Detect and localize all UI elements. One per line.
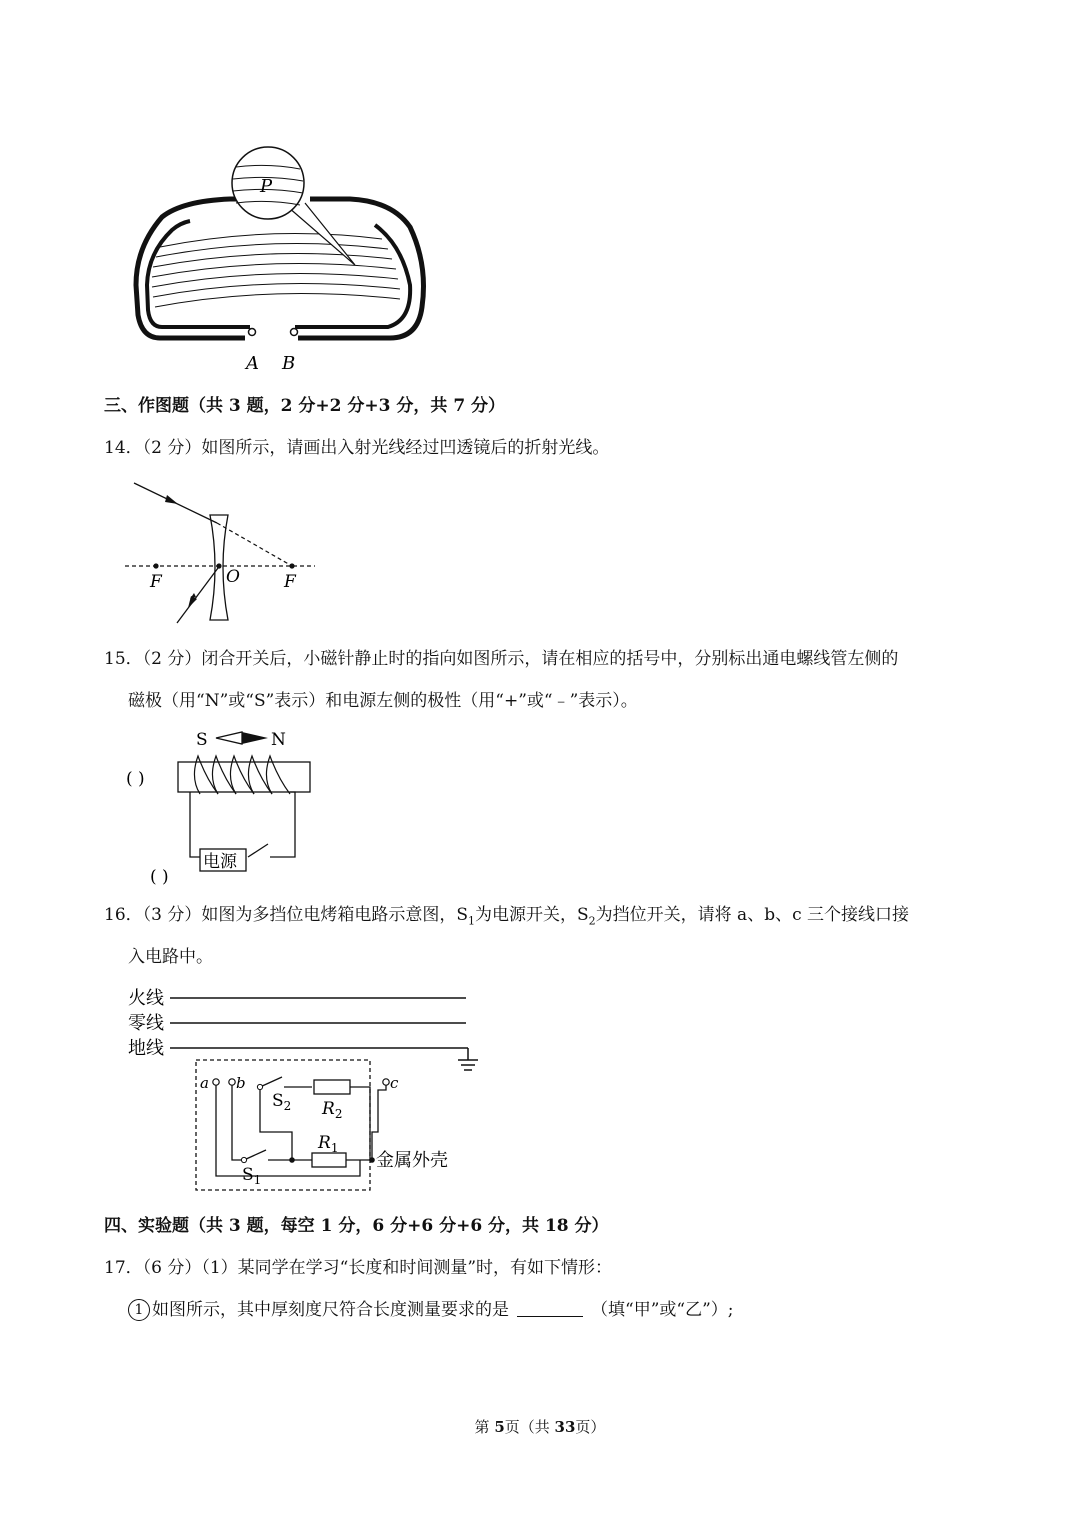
bracket-solenoid-pole[interactable]: ( )	[126, 769, 145, 789]
label-o: O	[226, 567, 240, 587]
figure-16-oven-circuit	[120, 982, 490, 1197]
label-r2: $R_2$	[322, 1099, 343, 1121]
answer-blank[interactable]	[517, 1300, 583, 1317]
circled-number: 1	[128, 1299, 150, 1321]
label-b: B	[282, 353, 296, 374]
label-s1: $S_1$	[242, 1165, 262, 1187]
label-c: c	[390, 1074, 399, 1092]
question-16-line2: 入电路中。	[128, 947, 213, 967]
question-16-line1: 16．（3 分）如图为多挡位电烤箱电路示意图，$S_1$为电源开关，$S_2$为挡位开关，请将 a、b、c 三个接线口接	[104, 905, 910, 928]
section-4-heading: 四、实验题（共 3 题，每空 1 分，6 分+6 分+6 分，共 18 分）	[104, 1216, 609, 1236]
bracket-power-pole[interactable]: ( )	[150, 867, 169, 887]
label-a: a	[200, 1074, 209, 1092]
label-b: b	[236, 1074, 246, 1092]
label-s: S	[196, 730, 208, 750]
label-n: N	[271, 730, 286, 750]
label-metal-shell: 金属外壳	[376, 1150, 448, 1171]
label-f-right: F	[284, 572, 296, 592]
label-live-wire: 火线	[128, 988, 164, 1009]
label-r1: $R_1$	[318, 1133, 339, 1155]
label-p: P	[260, 176, 273, 197]
figure-15-solenoid	[120, 722, 330, 887]
question-14-text: 14．（2 分）如图所示，请画出入射光线经过凹透镜后的折射光线。	[104, 438, 610, 458]
section-3-heading: 三、作图题（共 3 题，2 分+2 分+3 分，共 7 分）	[104, 396, 506, 416]
label-s2: $S_2$	[272, 1091, 292, 1113]
label-neutral-wire: 零线	[128, 1013, 164, 1034]
label-ground-wire: 地线	[128, 1038, 164, 1059]
label-power: 电源	[203, 852, 237, 872]
question-17-line1: 17．（6 分）（1）某同学在学习“长度和时间测量”时，有如下情形：	[104, 1258, 613, 1278]
figure-13-rear-window	[120, 135, 440, 380]
page-footer: 第 5页（共 33页）	[474, 1418, 606, 1436]
question-17-line2: 1 如图所示，其中厚刻度尺符合长度测量要求的是 （填“甲”或“乙”）;	[128, 1299, 734, 1321]
question-15-line1: 15．（2 分）闭合开关后，小磁针静止时的指向如图所示，请在相应的括号中，分别标出通电螺线管左侧的	[104, 649, 899, 669]
question-15-line2: 磁极（用“N”或“S”表示）和电源左侧的极性（用“+”或“﹣”表示）。	[128, 691, 638, 711]
figure-14-concave-lens	[120, 475, 320, 627]
label-f-left: F	[150, 572, 162, 592]
label-a: A	[246, 353, 259, 374]
